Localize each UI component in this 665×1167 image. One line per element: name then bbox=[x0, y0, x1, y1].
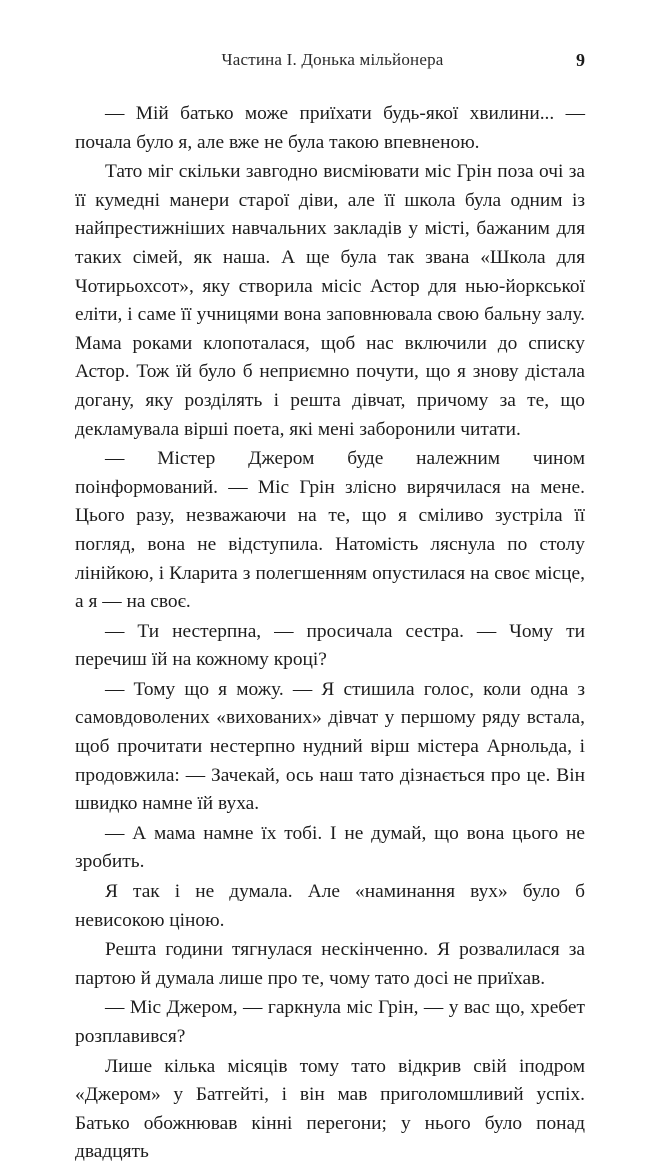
running-title: Частина I. Донька мільйонера bbox=[221, 50, 444, 69]
paragraph: Лише кілька місяців тому тато відкрив свій іподром «Джером» у Батгейті, і він мав приголомшливий успіх. Батько обожнював кінні перегони; у нього було понад двадцять bbox=[75, 1055, 585, 1163]
paragraph: — Мій батько може приїхати будь-якої хвилини... — почала було я, але вже не була такою впевненою. bbox=[75, 103, 585, 153]
paragraph: — Містер Джером буде належним чином поінформований. — Міс Грін злісно вирячилася на мене. Цього разу, незважаючи на те, що я сміливо зустріла її погляд, вона не відступила. Натомість ляснула по столу лінійкою, і Кларита з полегшенням опустилася на своє місце, а я — на своє. bbox=[75, 448, 585, 613]
body-text bbox=[75, 100, 585, 1167]
paragraph: Я так і не думала. Але «наминання вух» було б невисокою ціною. bbox=[75, 881, 585, 931]
paragraph: — Ти нестерпна, — просичала сестра. — Чому ти перечиш їй на кожному кроці? bbox=[75, 620, 585, 671]
paragraph: Решта години тягнулася нескінченно. Я розвалилася за партою й думала лише про те, чому тато досі не приїхав. bbox=[75, 939, 585, 989]
paragraph: — Міс Джером, — гаркнула міс Грін, — у вас що, хребет розплавився? bbox=[75, 997, 585, 1047]
paragraph: — Тому що я можу. — Я стишила голос, коли одна з самовдоволених «вихованих» дівчат у першому ряду встала, щоб прочитати нестерпно нудний вірш містера Арнольда, і продовжила: — Зачекай, ось наш тато дізнається про це. Він швидко намне їй вуха. bbox=[75, 678, 585, 815]
paragraph: — А мама намне їх тобі. І не думай, що вона цього не зробить. bbox=[75, 822, 585, 873]
running-head bbox=[0, 50, 665, 76]
page-number: 9 bbox=[576, 50, 585, 70]
paragraph: Тато міг скільки завгодно висміювати міс Грін поза очі за її кумедні манери старої діви, але її школа була одним із найпрестижніших навчальних закладів у місті, бажаним для таких сімей, як наша. А ще була так звана «Школа для Чотирьохсот», яку створила місіс Астор для нью-йоркської еліти, і саме її учницями вона заповнювала свою бальну залу. Мама роками клопоталася, щоб нас включили до списку Астор. Тож їй було б неприємно почути, що я знову дістала догану, яку розділять і решта дівчат, причому за те, що декламувала вірші поета, які мені заборонили читати. bbox=[75, 161, 585, 440]
